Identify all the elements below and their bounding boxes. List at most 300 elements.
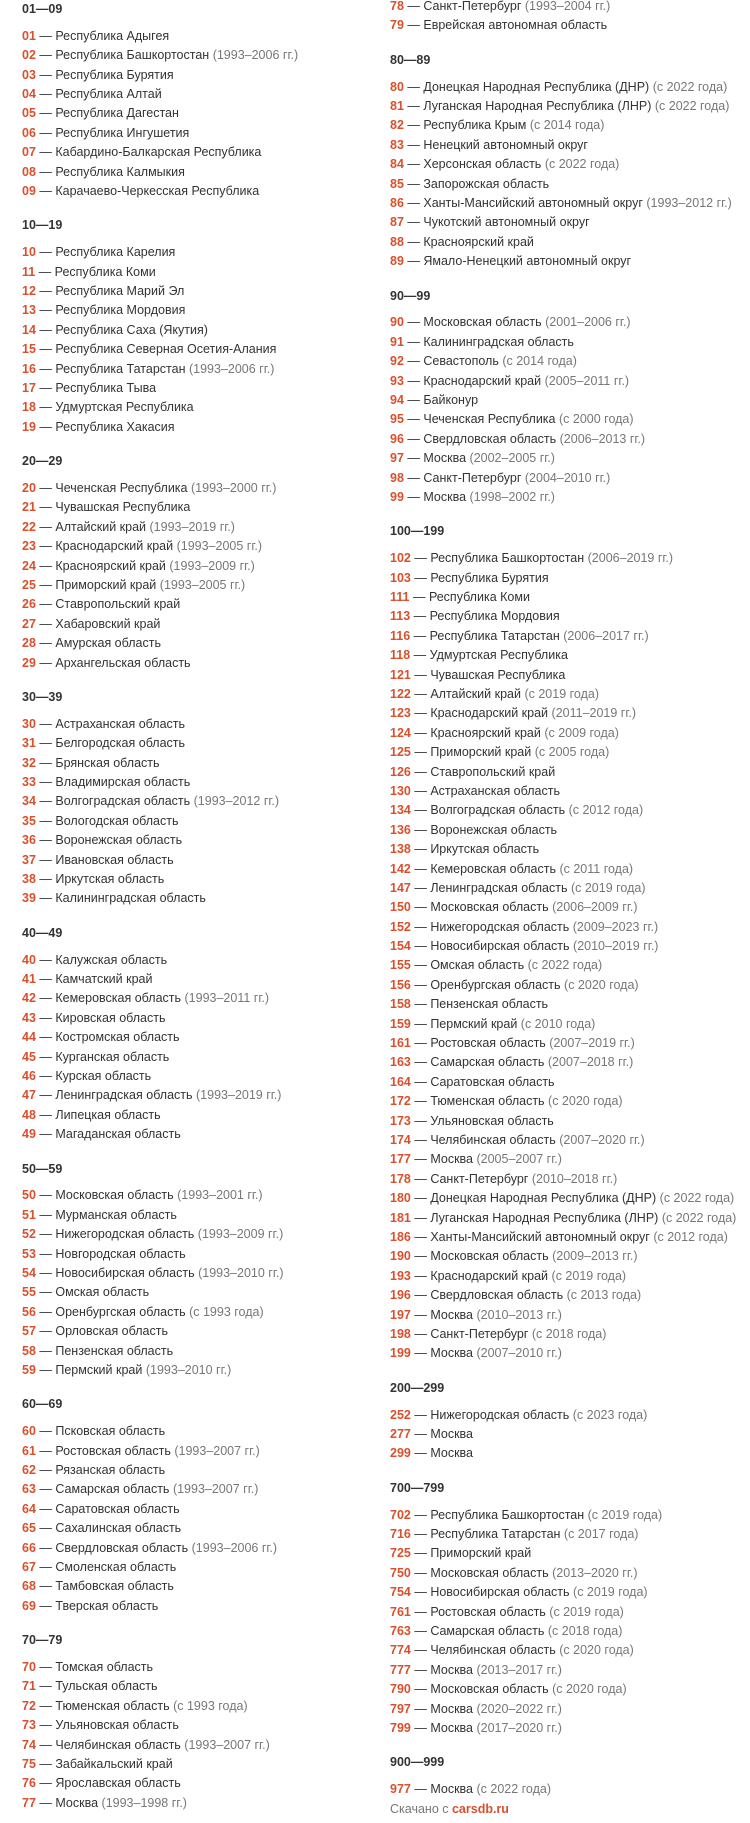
code-separator: — [35,1698,56,1713]
region-name: Московская область [55,1188,174,1203]
region-group [390,51,745,272]
region-row [22,66,382,85]
region-row [22,282,382,301]
region-note: (с 2019 года) [570,880,646,895]
group-spacer [390,1738,745,1753]
code-separator: — [409,590,429,605]
code-separator: — [410,1407,431,1422]
group-spacer [22,909,382,924]
region-code: 89 [390,254,404,269]
code-separator: — [35,1540,56,1555]
region-name: Самарская область [430,1623,545,1638]
code-separator: — [35,1246,56,1261]
region-row [390,430,745,449]
region-note: (с 2014 года) [502,354,577,369]
code-separator: — [410,1249,431,1264]
code-separator: — [410,609,430,624]
group-title: 40—49 [22,925,63,940]
region-name: Донецкая Народная Республика (ДНР) [430,1191,657,1206]
region-code: 90 [390,315,404,330]
region-row [390,1525,745,1544]
region-name: Тюменская область [55,1698,170,1713]
region-row [390,549,745,568]
region-note: (1993–2010 гг.) [145,1363,232,1377]
region-row [22,615,382,634]
region-row [22,301,382,320]
region-name: Волгоградская область [55,794,191,809]
region-note: (1993–2007 гг.) [172,1482,259,1497]
region-code: 56 [22,1304,36,1319]
region-code: 799 [390,1720,411,1735]
source-credit [390,1800,745,1819]
code-separator: — [403,137,424,152]
code-separator: — [410,687,431,701]
region-note: (с 2005 года) [534,745,610,760]
region-note: (1993–2007 гг.) [174,1443,260,1458]
region-name: Смоленская область [55,1560,177,1575]
region-name: Чеченская Республика [423,412,556,427]
region-code: 95 [390,412,404,427]
region-row [22,654,382,673]
group-title: 10—19 [22,218,63,233]
code-separator: — [35,1482,56,1497]
region-code: 74 [22,1737,36,1752]
region-name: Приморский край [430,745,532,760]
right-column [390,0,745,1819]
region-code: 172 [390,1094,411,1109]
code-separator: — [35,1598,56,1613]
group-spacer [22,1616,382,1631]
region-name: Свердловская область [423,431,557,446]
region-name: Кабардино-Балкарская Республика [55,145,262,160]
region-code: 88 [390,234,404,249]
region-name: Чувашская Республика [430,667,566,682]
region-row [22,889,382,908]
region-note: (2007–2019 гг.) [549,1036,635,1051]
region-code: 66 [22,1540,36,1555]
code-separator: — [410,1016,431,1031]
region-name: Челябинская область [430,1132,556,1147]
region-code: 126 [390,764,411,779]
region-row [22,831,382,850]
region-code: 37 [22,852,36,867]
region-row [390,1680,745,1699]
region-code: 32 [22,755,36,770]
region-row [390,1506,745,1525]
region-code: 13 [22,303,36,318]
region-code: 116 [390,628,411,643]
region-name: Липецкая область [55,1107,161,1122]
region-code: 93 [390,373,404,388]
region-code: 147 [390,880,411,895]
region-name: Республика Марий Эл [55,284,185,299]
region-code: 196 [390,1288,411,1303]
region-group [390,1479,745,1739]
region-name: Республика Калмыкия [55,164,185,179]
region-name: Ульяновская область [430,1113,554,1128]
region-group [390,1379,745,1464]
code-separator: — [35,952,56,967]
code-separator: — [410,1288,431,1303]
region-row [390,1641,745,1660]
region-code: 118 [390,648,411,663]
region-code: 111 [390,590,410,605]
region-code: 47 [22,1088,36,1103]
region-code: 134 [390,803,411,818]
region-note: (с 2010 года) [520,1016,596,1031]
region-row [390,704,745,723]
region-note: (1993–2009 гг.) [197,1227,284,1242]
code-separator: — [35,164,56,179]
region-name: Самарская область [55,1482,170,1497]
region-code: 102 [390,551,411,566]
region-group [22,452,382,673]
region-code: 60 [22,1424,36,1439]
region-name: Москва [423,451,467,466]
code-separator: — [403,18,424,33]
region-name: Алтайский край [55,519,147,534]
code-separator: — [410,1132,431,1147]
region-row [22,1519,382,1538]
group-spacer [22,1145,382,1160]
region-name: Новосибирская область [55,1266,195,1281]
region-row [22,379,382,398]
region-row [22,518,382,537]
region-note: (2004–2010 гг.) [524,470,611,485]
region-row [22,1442,382,1461]
region-code: 69 [22,1598,36,1613]
region-name: Севастополь [423,354,499,369]
region-row [390,1092,745,1111]
group-title: 50—59 [22,1161,63,1176]
region-name: Республика Саха (Якутия) [55,322,208,337]
region-code: 48 [22,1107,36,1122]
region-row [390,1406,745,1425]
region-code: 277 [390,1426,411,1441]
code-separator: — [35,1324,56,1339]
code-separator: — [410,1720,431,1735]
region-name: Калининградская область [55,891,206,906]
region-row [22,1658,382,1677]
code-separator: — [35,597,56,612]
region-name: Республика Дагестан [55,106,179,121]
code-separator: — [35,145,56,160]
region-code: 85 [390,176,404,191]
region-name: Нижегородская область [55,1227,195,1242]
region-name: Карачаево-Черкесская Республика [55,184,260,199]
region-name: Костромская область [55,1030,180,1045]
region-name: Удмуртская Республика [429,648,568,663]
region-note: (2006–2019 гг.) [587,551,674,566]
region-row [390,666,745,685]
group-title: 200—299 [390,1380,445,1395]
code-separator: — [410,1662,431,1677]
region-name: Пензенская область [430,997,549,1012]
region-name: Пензенская область [55,1343,174,1358]
region-code: 33 [22,775,36,790]
region-code: 16 [22,361,36,376]
region-code: 72 [22,1698,36,1713]
region-name: Москва [423,489,467,504]
region-code: 977 [390,1782,411,1797]
region-row [22,1342,382,1361]
code-separator: — [403,412,424,427]
region-name: Республика Татарстан [430,1527,561,1542]
region-note: (с 2022 года) [652,79,728,94]
region-row [22,951,382,970]
region-note: (с 2019 года) [551,1268,627,1283]
region-row [22,1245,382,1264]
code-separator: — [410,1210,431,1225]
region-code: 64 [22,1501,36,1516]
code-separator: — [35,1304,56,1319]
code-separator: — [410,1623,431,1638]
region-code: 197 [390,1307,411,1322]
region-note: (с 2019 года) [587,1507,663,1522]
region-row [390,1544,745,1563]
region-name: Красноярский край [430,725,541,740]
code-separator: — [410,1604,431,1619]
region-row [22,870,382,889]
region-code: 97 [390,451,404,466]
region-row [22,1677,382,1696]
code-separator: — [403,431,424,446]
region-note: (1993–2006 гг.) [191,1540,278,1555]
region-code: 31 [22,736,36,751]
region-name: Архангельская область [55,655,191,670]
code-separator: — [35,87,56,102]
region-code: 14 [22,322,36,337]
region-code: 190 [390,1249,411,1264]
group-spacer [22,1380,382,1395]
code-separator: — [410,1682,431,1697]
region-row [390,782,745,801]
region-row [22,1597,382,1616]
region-code: 159 [390,1016,411,1031]
region-row [390,194,745,213]
region-name: Курганская область [55,1049,170,1064]
region-code: 173 [390,1113,411,1128]
region-row [390,469,745,488]
region-code: 70 [22,1660,36,1675]
code-separator: — [410,939,431,954]
code-separator: — [35,303,56,318]
region-name: Саратовская область [55,1501,180,1516]
code-separator: — [403,99,424,114]
region-name: Ставропольский край [430,764,556,779]
region-code: 83 [390,137,404,152]
region-note: (с 2022 года) [544,157,620,172]
region-code: 80 [390,79,404,94]
code-separator: — [35,1463,56,1478]
region-row [390,352,745,371]
region-name: Приморский край [430,1546,532,1561]
region-row [22,1264,382,1283]
region-name: Иркутская область [55,872,165,887]
region-name: Республика Мордовия [429,609,560,624]
region-code: 29 [22,655,36,670]
region-row [390,233,745,252]
group-title: 700—799 [390,1480,445,1495]
region-name: Волгоградская область [430,803,566,818]
region-name: Чувашская Республика [55,500,191,515]
region-row [390,995,745,1014]
region-name: Луганская Народная Республика (ЛНР) [430,1210,659,1225]
code-separator: — [403,234,424,249]
region-name: Кировская область [55,1010,166,1025]
region-code: 702 [390,1507,411,1522]
region-note: (2013–2020 гг.) [552,1565,638,1580]
region-row [390,155,745,174]
region-row [22,1009,382,1028]
region-note: (с 2022 года) [661,1210,737,1225]
region-name: Херсонская область [423,157,542,172]
code-separator: — [403,157,424,172]
region-note: (с 2012 года) [568,803,644,818]
group-title: 60—69 [22,1397,63,1412]
group-title: 20—29 [22,454,63,469]
code-separator: — [35,655,56,670]
region-name: Брянская область [55,755,160,770]
code-separator: — [35,1363,56,1377]
region-row [390,898,745,917]
code-separator: — [410,900,431,915]
code-separator: — [35,755,56,770]
code-separator: — [35,1776,56,1791]
region-code: 40 [22,952,36,967]
region-code: 63 [22,1482,36,1497]
code-separator: — [35,361,56,376]
region-row [22,1086,382,1105]
code-separator: — [35,1030,56,1045]
region-code: 774 [390,1643,411,1658]
region-note: (1993–2006 гг.) [212,48,299,63]
region-row [390,1603,745,1622]
region-name: Республика Карелия [55,245,176,260]
region-row [22,734,382,753]
region-code: 12 [22,284,36,299]
region-row [22,1067,382,1086]
code-separator: — [410,958,431,973]
region-row [22,1322,382,1341]
code-separator: — [410,706,431,721]
code-separator: — [410,725,431,740]
region-code: 06 [22,125,36,140]
region-row [22,1283,382,1302]
code-separator: — [403,118,424,133]
group-title: 100—199 [390,524,445,539]
region-code: 96 [390,431,404,446]
region-code: 07 [22,145,36,160]
region-row [390,1661,745,1680]
region-row [390,449,745,468]
region-note: (2007–2018 гг.) [547,1055,634,1070]
code-separator: — [410,1643,431,1658]
code-separator: — [35,28,56,43]
code-separator: — [410,667,431,682]
region-code: 30 [22,716,36,731]
region-note: (1993–2010 гг.) [198,1266,284,1281]
region-row [22,576,382,595]
credit-prefix: Скачано с [390,1801,452,1816]
group-spacer [22,437,382,452]
code-separator: — [403,354,424,369]
region-note: (2002–2005 гг.) [469,451,555,466]
code-separator: — [35,1718,56,1733]
region-name: Московская область [423,315,542,330]
region-code: 10 [22,245,36,260]
region-code: 65 [22,1521,36,1536]
region-row [390,1564,745,1583]
region-row [390,976,745,995]
region-row [22,360,382,379]
region-row [22,1539,382,1558]
region-code: 25 [22,578,36,593]
region-row [390,333,745,352]
region-code: 113 [390,609,411,624]
region-code: 91 [390,334,404,349]
region-note: (с 2013 года) [566,1288,642,1303]
region-name: Москва [55,1795,99,1810]
region-code: 155 [390,958,411,973]
region-name: Воронежская область [55,833,183,848]
code-separator: — [410,919,431,934]
code-separator: — [35,342,56,357]
region-row [22,1794,382,1813]
region-note: (1993–2004 гг.) [524,0,611,13]
region-row [390,1780,745,1799]
region-row [22,1422,382,1441]
region-note: (с 2020 года) [564,977,639,992]
region-code: 158 [390,997,411,1012]
code-separator: — [35,1088,56,1103]
region-note: (2006–2013 гг.) [559,431,646,446]
region-name: Республика Татарстан [55,361,186,376]
region-row [22,754,382,773]
region-note: (2010–2018 гг.) [531,1171,618,1186]
region-code: 150 [390,900,411,915]
code-separator: — [403,254,424,269]
region-row [390,1719,745,1738]
region-code: 790 [390,1682,411,1697]
code-separator: — [35,67,56,82]
code-separator: — [35,245,56,260]
region-code: 27 [22,616,36,631]
region-code: 28 [22,636,36,651]
region-name: Москва [430,1346,473,1361]
region-note: (с 2020 года) [552,1682,627,1697]
region-name: Мурманская область [55,1207,177,1222]
region-group [22,688,382,909]
region-row [22,1106,382,1125]
region-code: 21 [22,500,36,515]
code-separator: — [410,1113,431,1128]
region-code: 73 [22,1718,36,1733]
region-note: (с 1993 года) [173,1698,248,1713]
region-name: Ростовская область [430,1036,546,1051]
region-code: 52 [22,1227,36,1242]
region-row [390,724,745,743]
region-name: Курская область [55,1069,152,1084]
group-spacer [390,1464,745,1479]
carsdb-link[interactable]: carsdb.ru [451,1801,509,1816]
region-note: (2001–2006 гг.) [545,315,631,330]
region-name: Москва [430,1701,473,1716]
region-name: Челябинская область [55,1737,181,1752]
region-code: 61 [22,1443,36,1458]
region-code: 67 [22,1560,36,1575]
code-separator: — [410,1426,431,1441]
